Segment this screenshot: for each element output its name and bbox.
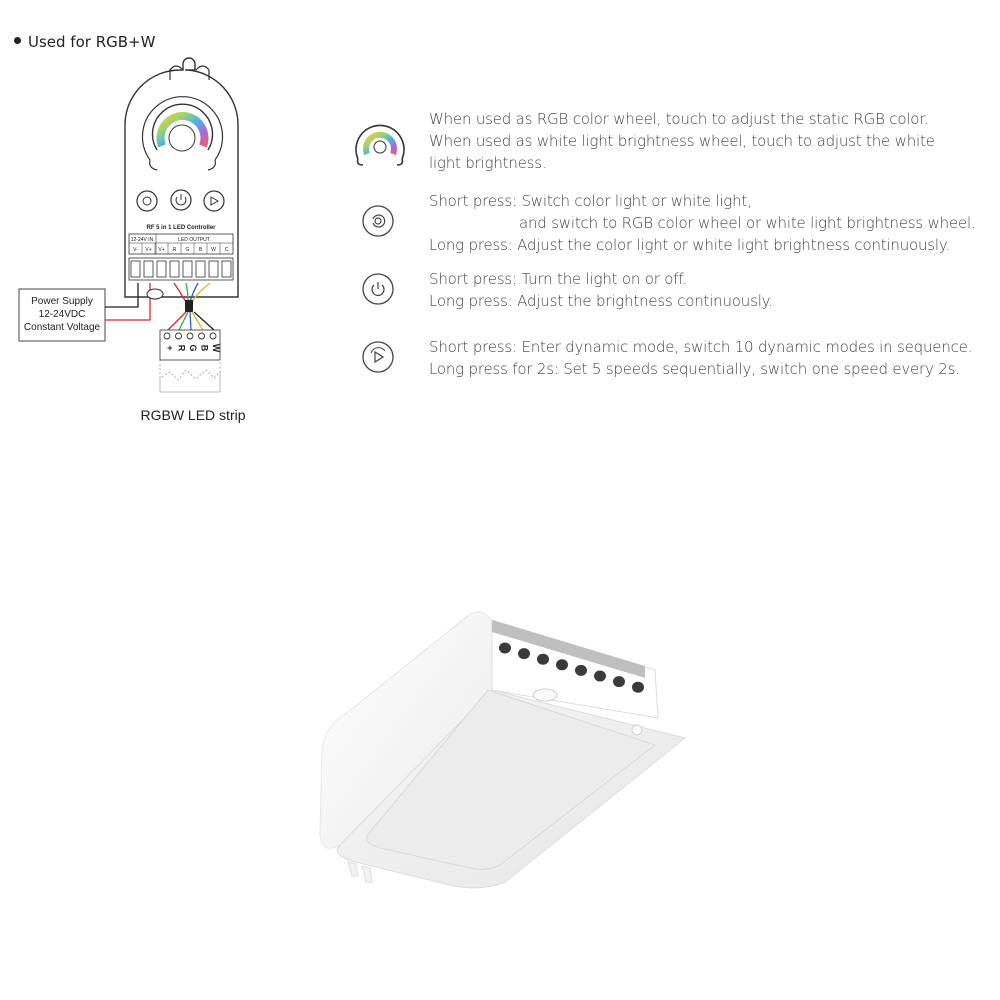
- product-terminal-screw: [499, 643, 511, 654]
- description-line: Short press: Switch color light or white light,: [429, 192, 752, 210]
- description-play-mode: [429, 336, 972, 380]
- terminal-label: G: [185, 247, 190, 253]
- product-terminal-screw: [575, 665, 587, 676]
- heading-text: Used for RGB+W: [28, 33, 156, 51]
- strip-pin: [187, 333, 193, 339]
- terminal-screw: [157, 261, 166, 277]
- strip-pin-label: G: [188, 344, 198, 352]
- power-supply-line1: Power Supply: [31, 296, 93, 307]
- strip-caption: RGBW LED strip: [140, 407, 246, 423]
- terminal-label: V-: [133, 247, 138, 253]
- terminal-label: W: [211, 247, 216, 253]
- terminal-label: C: [224, 247, 229, 253]
- product-terminal-screw: [632, 682, 644, 693]
- product-terminal-screw: [518, 648, 530, 659]
- play-mode-icon: [361, 340, 395, 374]
- power-supply-line3: Constant Voltage: [23, 322, 101, 333]
- description-color-wheel: [429, 108, 935, 174]
- description-line: Long press: Adjust the brightness continuously.: [429, 292, 773, 310]
- terminal-screw: [144, 261, 153, 277]
- mode-switch-icon: [361, 204, 395, 238]
- terminal-screw: [222, 261, 231, 277]
- power-icon: [361, 272, 395, 306]
- description-line: Short press: Turn the light on or off.: [429, 270, 687, 288]
- strip-pin-label: R: [176, 344, 187, 352]
- product-terminal-screw: [556, 659, 568, 670]
- product-terminal-screw: [594, 671, 606, 682]
- controller-product-image: [300, 600, 700, 900]
- description-line: Long press for 2s: Set 5 speeds sequentially, switch one speed every 2s.: [429, 360, 960, 378]
- power-supply: [19, 289, 105, 341]
- product-terminal-screw: [613, 676, 625, 687]
- description-line: Short press: Enter dynamic mode, switch 10 dynamic modes in sequence.: [429, 338, 973, 356]
- description-power: [429, 268, 773, 312]
- terminal-label: B: [198, 247, 203, 253]
- terminal-screw: [209, 261, 218, 277]
- strip-pin: [164, 333, 170, 339]
- output-header: LED OUTPUT: [178, 237, 210, 243]
- description-line: When used as white light brightness wheel, touch to adjust the white: [429, 132, 935, 150]
- terminal-label: R: [172, 247, 177, 253]
- strip-pin: [199, 333, 205, 339]
- strip-pin-label: +: [165, 345, 175, 351]
- description-mode-switch: [429, 190, 976, 256]
- description-line: and switch to RGB color wheel or white light brightness wheel.: [519, 214, 976, 232]
- terminal-label: V+: [158, 247, 165, 253]
- strip-connector: [160, 330, 221, 392]
- terminal-label: V+: [145, 247, 152, 253]
- strip-pin: [210, 333, 216, 339]
- strip-pin: [176, 333, 182, 339]
- wiring-diagram: [0, 0, 420, 440]
- power-supply-line2: 12-24VDC: [38, 309, 86, 320]
- description-line: Long press: Adjust the color light or white light brightness continuously.: [429, 236, 950, 254]
- input-header: 12-24V IN: [130, 237, 154, 243]
- controller-label: RF 5 in 1 LED Controller: [146, 225, 216, 231]
- terminal-screw: [183, 261, 192, 277]
- controller-buttons: [137, 190, 224, 211]
- product-terminal-screw: [537, 654, 549, 665]
- description-line: When used as RGB color wheel, touch to adjust the static RGB color.: [429, 110, 929, 128]
- color-wheel-icon: [348, 117, 412, 175]
- strip-pin-label: B: [199, 344, 210, 352]
- description-line: light brightness.: [429, 154, 547, 172]
- terminal-screw: [170, 261, 179, 277]
- terminal-screw: [196, 261, 205, 277]
- terminal-screw: [131, 261, 140, 277]
- strip-pin-label: W: [211, 343, 221, 353]
